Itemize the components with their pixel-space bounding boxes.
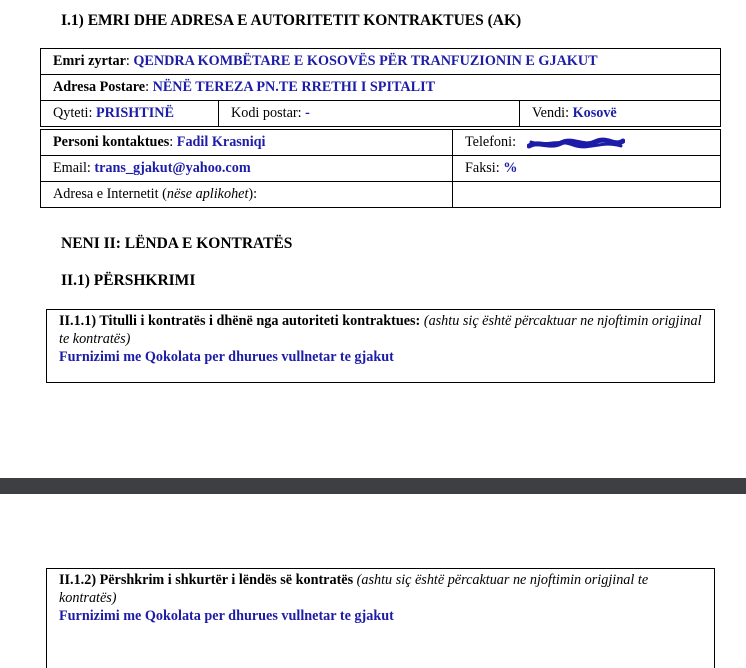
email-label: Email: (53, 160, 91, 176)
contact-cell: Personi kontaktues: Fadil Krasniqi (41, 130, 453, 156)
postal-code-label: Kodi postar: (231, 105, 302, 121)
internet-note: nëse aplikohet (166, 186, 249, 202)
contact-value: Fadil Krasniqi (176, 134, 266, 150)
postal-address-label: Adresa Postare (53, 79, 146, 95)
internet-empty-cell (453, 182, 721, 208)
postal-address-value: NËNË TEREZA PN.TE RRETHI I SPITALIT (152, 79, 436, 95)
official-name-cell: Emri zyrtar: QENDRA KOMBËTARE E KOSOVËS PËR TRANFUZIONIN E GJAKUT (41, 49, 721, 75)
official-name-value: QENDRA KOMBËTARE E KOSOVËS PËR TRANFUZIONIN E GJAKUT (133, 53, 598, 69)
country-cell (520, 101, 721, 127)
contract-title-label: II.1.1) Titulli i kontratës i dhënë nga autoriteti kontraktues: (59, 313, 421, 329)
section-heading-ii1: II.1) PËRSHKRIMI (61, 272, 196, 289)
postal-code-cell (219, 101, 520, 127)
city-value: PRISHTINË (95, 105, 175, 121)
fax-label: Faksi: (465, 160, 500, 176)
phone-redaction-scribble (527, 137, 625, 151)
email-cell (41, 156, 453, 182)
section-heading-i1: I.1) EMRI DHE ADRESA E AUTORITETIT KONTRAKTUES (AK) (61, 12, 522, 29)
contracting-authority-table (40, 48, 721, 127)
postal-code-value: - (305, 105, 310, 121)
country-label: Vendi: (532, 105, 570, 121)
page-break-divider (0, 478, 746, 494)
fax-value: % (503, 160, 518, 176)
section-heading-neni2: NENI II: LËNDA E KONTRATËS (61, 235, 293, 252)
contract-title-value: Furnizimi me Qokolata per dhurues vullnetar te gjakut (59, 349, 394, 365)
official-name-label: Emri zyrtar (53, 53, 126, 69)
phone-label: Telefoni: (465, 134, 517, 150)
short-description-label: II.1.2) Përshkrim i shkurtër i lëndës së kontratës (59, 572, 354, 588)
contact-label: Personi kontaktues (53, 134, 170, 150)
contract-title-box (46, 309, 715, 383)
postal-address-cell: Adresa Postare: NËNË TEREZA PN.TE RRETHI I SPITALIT (41, 75, 721, 101)
internet-label: Adresa e Internetit (53, 186, 159, 202)
city-label: Qyteti: (53, 105, 93, 121)
short-description-note: (ashtu siç është përcaktuar ne njoftimin origjinal te kontratës) (59, 572, 649, 606)
city-cell (41, 101, 219, 127)
fax-cell (453, 156, 721, 182)
short-description-value: Furnizimi me Qokolata per dhurues vullnetar te gjakut (59, 608, 394, 624)
internet-cell: Adresa e Internetit (nëse aplikohet): (41, 182, 453, 208)
country-value: Kosovë (572, 105, 617, 121)
contract-title-note: (ashtu siç është përcaktuar ne njoftimin origjinal te kontratës) (59, 313, 702, 347)
short-description-box (46, 568, 715, 668)
internet-colon: : (253, 186, 258, 202)
email-value: trans_gjakut@yahoo.com (94, 160, 251, 176)
